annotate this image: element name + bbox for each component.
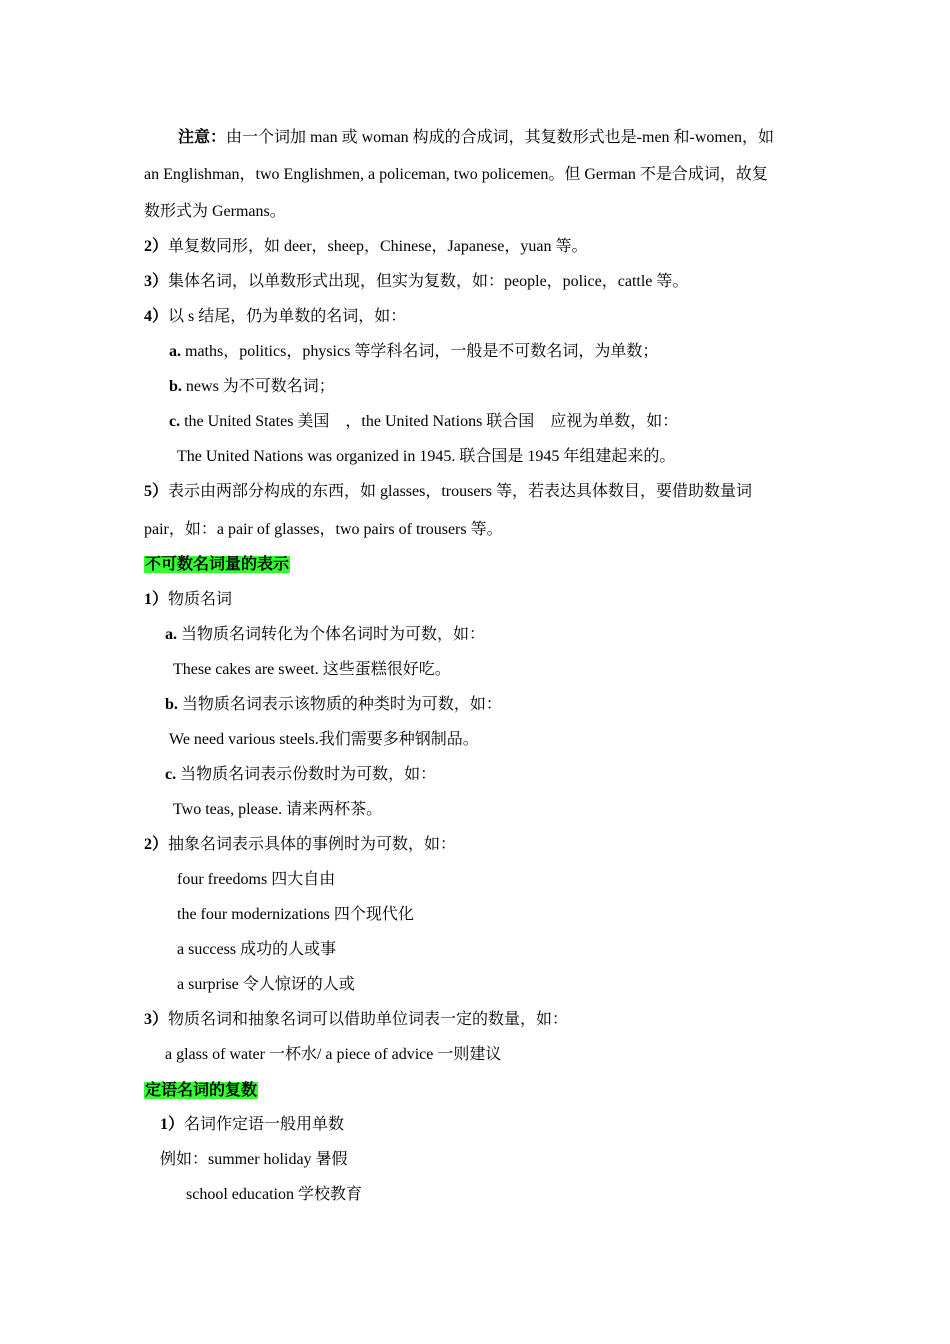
item-4c-label: c. (169, 413, 181, 430)
attributive-heading-text: 定语名词的复数 (145, 1082, 258, 1099)
item-4-num: 4） (144, 308, 169, 325)
attributive-example-2: school education 学校教育 (186, 1186, 362, 1203)
uncountable-c-label: c. (165, 766, 177, 783)
uncountable-p2 (144, 834, 456, 856)
uncountable-heading (144, 554, 290, 576)
uncountable-b (165, 694, 502, 716)
item-3 (144, 271, 688, 293)
uncountable-p1-num: 1） (144, 591, 169, 608)
note-line-3: 数形式为 Germans。 (144, 203, 286, 220)
uncountable-heading-text: 不可数名词量的表示 (145, 556, 290, 573)
uncountable-a (165, 624, 485, 646)
item-4c-text: the United States 美国 ，the United Nations 联合国 应视为单数，如： (180, 413, 679, 430)
item-3-text: 集体名词，以单数形式出现，但实为复数，如：people，police，cattle 等。 (168, 273, 689, 290)
attributive-heading (144, 1080, 258, 1102)
item-4a-label: a. (169, 343, 181, 360)
item-4b-text: news 为不可数名词； (181, 378, 335, 395)
uncountable-a-text: 当物质名词转化为个体名词时为可数，如： (177, 626, 486, 643)
item-2 (144, 236, 588, 258)
note-line-2: an Englishman，two Englishmen, a policeman, two policemen。但 German 不是合成词，故复 (144, 166, 768, 183)
uncountable-p1 (144, 589, 232, 611)
uncountable-p2-example-3: a success 成功的人或事 (177, 941, 337, 958)
item-4 (144, 306, 406, 328)
uncountable-p3-num: 3） (144, 1011, 169, 1028)
uncountable-p2-example-2: the four modernizations 四个现代化 (177, 906, 414, 923)
item-4a-text: maths，politics，physics 等学科名词，一般是不可数名词，为单数； (181, 343, 659, 360)
item-2-num: 2） (144, 238, 169, 255)
uncountable-p3-example: a glass of water 一杯水/ a piece of advice 一则建议 (165, 1046, 502, 1063)
uncountable-b-text: 当物质名词表示该物质的种类时为可数，如： (177, 696, 502, 713)
item-2-text: 单复数同形，如 deer，sheep，Chinese，Japanese，yuan 等。 (168, 238, 588, 255)
uncountable-c-example: Two teas, please. 请来两杯茶。 (173, 801, 383, 818)
uncountable-b-label: b. (165, 696, 178, 713)
uncountable-p2-num: 2） (144, 836, 169, 853)
uncountable-p2-text: 抽象名词表示具体的事例时为可数，如： (168, 836, 457, 853)
uncountable-p1-text: 物质名词 (168, 591, 233, 608)
uncountable-p2-example-4: a surprise 令人惊讶的人或 (177, 976, 355, 993)
item-4-example: The United Nations was organized in 1945. 联合国是 1945 年组建起来的。 (177, 448, 676, 465)
attributive-p1-text: 名词作定语一般用单数 (184, 1116, 345, 1133)
uncountable-p3 (144, 1009, 568, 1031)
item-5-num: 5） (144, 483, 169, 500)
item-3-num: 3） (144, 273, 169, 290)
uncountable-c (165, 764, 436, 786)
uncountable-b-example: We need various steels.我们需要多种钢制品。 (169, 731, 479, 748)
note-text-1: 由一个词加 man 或 woman 构成的合成词，其复数形式也是-men 和-women，如 (226, 129, 774, 146)
uncountable-a-label: a. (165, 626, 177, 643)
attributive-example-1: 例如：summer holiday 暑假 (160, 1151, 348, 1168)
note-line-1 (178, 127, 774, 149)
item-5-line-2: pair，如：a pair of glasses，two pairs of trousers 等。 (144, 521, 503, 538)
uncountable-c-text: 当物质名词表示份数时为可数，如： (176, 766, 437, 783)
item-5 (144, 481, 752, 503)
note-label: 注意： (178, 129, 227, 146)
uncountable-p3-text: 物质名词和抽象名词可以借助单位词表一定的数量，如： (168, 1011, 569, 1028)
item-5-text-1: 表示由两部分构成的东西，如 glasses，trousers 等，若表达具体数目，要借助数量词 (168, 483, 753, 500)
item-4a (169, 341, 658, 363)
item-4b-label: b. (169, 378, 182, 395)
item-4c (169, 411, 678, 433)
attributive-p1-num: 1） (160, 1116, 185, 1133)
uncountable-p2-example-1: four freedoms 四大自由 (177, 871, 336, 888)
uncountable-a-example: These cakes are sweet. 这些蛋糕很好吃。 (173, 661, 451, 678)
attributive-p1 (160, 1114, 344, 1136)
item-4b (169, 376, 335, 398)
item-4-text: 以 s 结尾，仍为单数的名词，如： (168, 308, 407, 325)
